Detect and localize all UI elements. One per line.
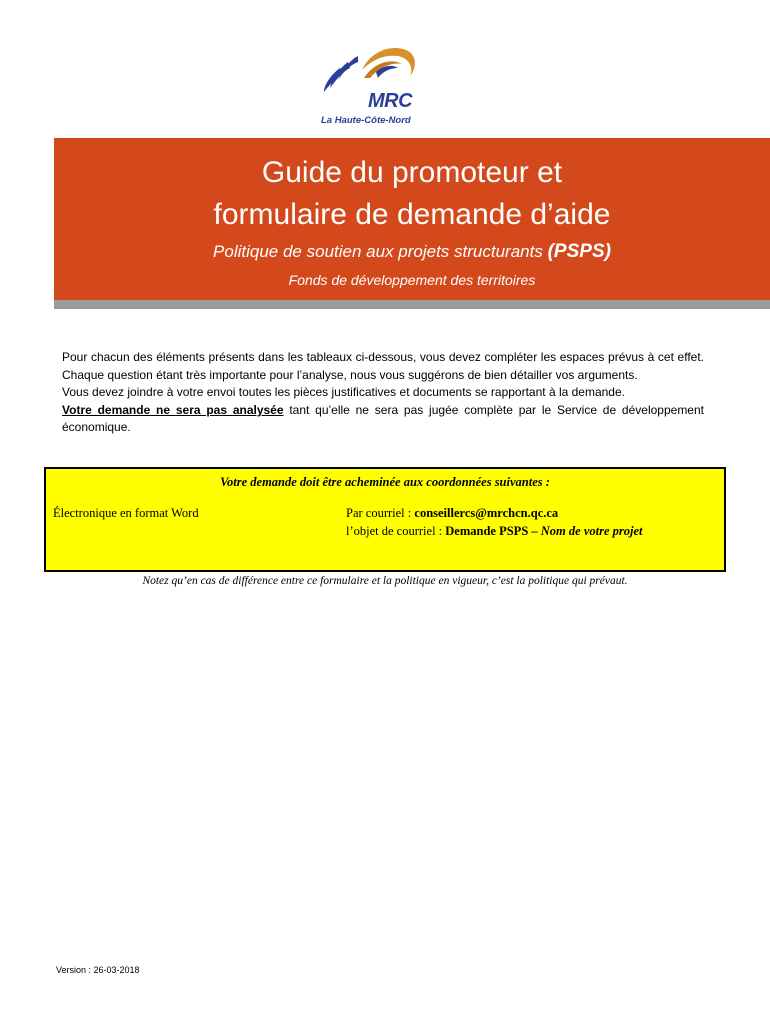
submission-heading: Votre demande doit être acheminée aux coordonnées suivantes : [220, 475, 550, 489]
logo-abbreviation: MRC [368, 90, 413, 112]
subtitle-text: Politique de soutien aux projets structurants [213, 242, 543, 261]
banner-shadow-bar [54, 300, 770, 309]
fund-name: Fonds de développement des territoires [288, 272, 536, 288]
warning-bold-text: Votre demande ne sera pas analysée [62, 402, 284, 417]
intro-line-1: Pour chacun des éléments présents dans les tableaux ci-dessous, vous devez compléter les espaces prévus à cet effet. Chaque question étant très importante pour l’analyse, nous vous suggérons de bien détailler vos arguments. [62, 350, 704, 382]
email-label: Par courriel : [346, 506, 415, 520]
intro-paragraph [62, 349, 704, 437]
version-label: Version : 26-03-2018 [56, 965, 140, 975]
title-banner [54, 138, 770, 300]
intro-line-2: Vous devez joindre à votre envoi toutes les pièces justificatives et documents se rapportant à la demande. [62, 385, 625, 400]
subject-bold: Demande PSPS – [445, 524, 541, 538]
submission-box [44, 467, 726, 572]
email-address-link[interactable]: conseillercs@mrchcn.qc.ca [414, 506, 559, 520]
subject-line [346, 524, 643, 539]
title-line-2: formulaire de demande d’aide [213, 198, 611, 231]
title-line-1: Guide du promoteur et [261, 156, 563, 189]
logo-region-name: La Haute-Côte-Nord [321, 115, 411, 126]
banner-subtitle [54, 241, 770, 263]
submission-method: Électronique en format Word [53, 506, 199, 520]
subject-italic: Nom de votre projet [540, 524, 643, 538]
email-line [346, 506, 558, 521]
subtitle-acronym: (PSPS) [547, 241, 611, 262]
intro-warning [62, 402, 704, 437]
mrc-logo [318, 44, 422, 130]
policy-note: Notez qu’en cas de différence entre ce formulaire et la politique en vigueur, c’est la politique qui prévaut. [142, 575, 628, 587]
warning-rest-text: tant qu’elle ne sera pas jugée complète par le Service de développement économique. [62, 402, 704, 435]
subject-label: l’objet de courriel : [346, 524, 446, 538]
